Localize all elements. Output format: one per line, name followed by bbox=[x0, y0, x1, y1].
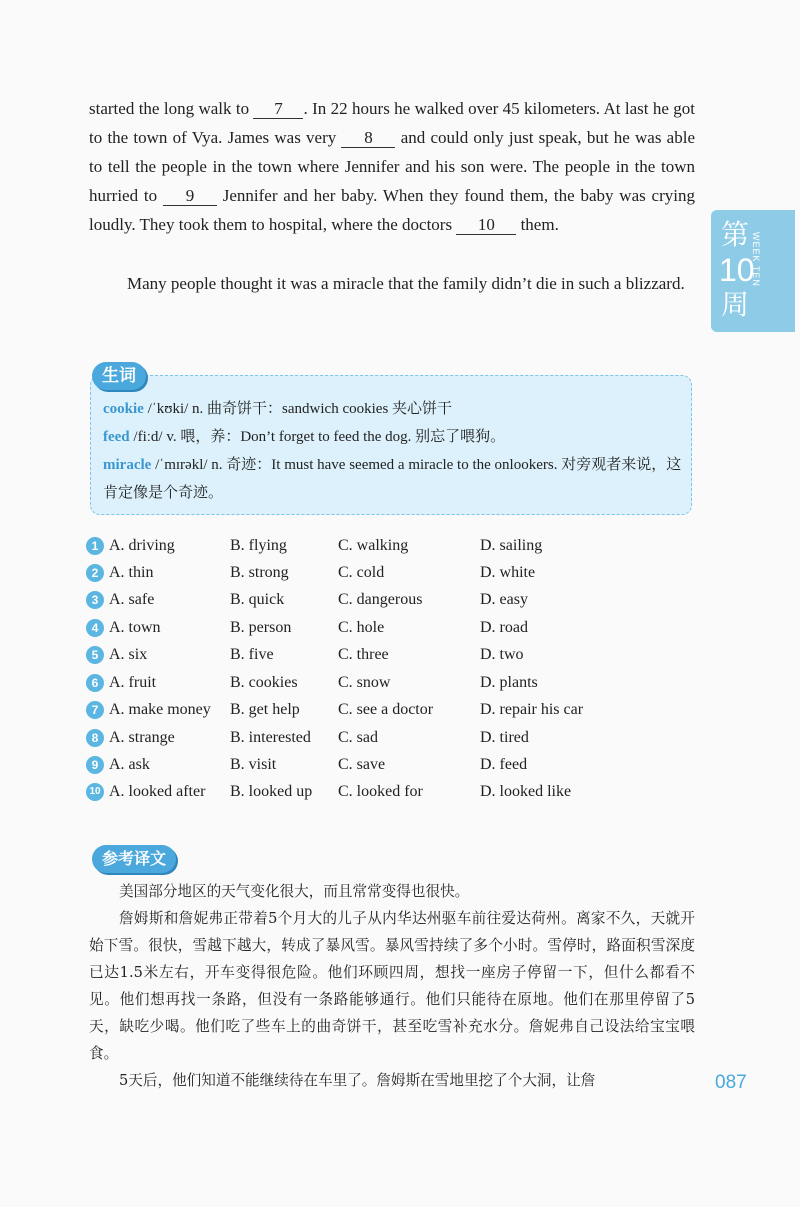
translation-paragraph-2: 詹姆斯和詹妮弗正带着5个月大的儿子从内华达州驱车前往爱达荷州。离家不久，天就开始下雪。很快，雪越下越大，转成了暴风雪。暴风雪持续了多个小时。雪停时，路面积雪深度已达1.5米左右，开车变得很危险。他们环顾四周，想找一座房子停留一下，但什么都看不见。他们想再找一条路，但没有一条路能够通行。他们只能待在原地。他们在那里停留了5天，缺吃少喝。他们吃了些车上的曲奇饼干，甚至吃雪补充水分。詹妮弗自己设法给宝宝喂食。 bbox=[89, 910, 695, 1062]
passage-paragraph bbox=[89, 94, 695, 239]
vocabulary-badge: 生词 bbox=[92, 362, 146, 390]
option-b: B. person bbox=[230, 619, 292, 636]
option-b: B. visit bbox=[230, 756, 277, 773]
question-number-badge: 7 bbox=[86, 701, 104, 719]
vocab-entry-feed: feed /fiːd/ v. 喂，养：Don’t forget to feed the dog. 别忘了喂狗。 bbox=[103, 429, 506, 445]
option-d: D. looked like bbox=[480, 783, 572, 800]
option-c: C. snow bbox=[338, 674, 391, 691]
option-c: C. hole bbox=[338, 619, 385, 636]
option-a: A. six bbox=[109, 646, 148, 663]
option-d: D. two bbox=[480, 646, 524, 663]
option-c: C. save bbox=[338, 756, 386, 773]
option-c: C. sad bbox=[338, 729, 378, 746]
blank-10: 10 bbox=[456, 216, 516, 235]
option-a: A. town bbox=[109, 619, 161, 636]
question-number-badge: 5 bbox=[86, 646, 104, 664]
blank-9: 9 bbox=[163, 187, 217, 206]
vocab-word: feed bbox=[103, 429, 130, 445]
passage-text: . In 22 hours he walked over 45 kilometers. At last he got to the town of Vya. James was very bbox=[89, 99, 696, 147]
passage-text: started the long walk to bbox=[89, 99, 250, 118]
option-c: C. dangerous bbox=[338, 591, 423, 608]
option-d: D. plants bbox=[480, 674, 538, 691]
option-d: D. easy bbox=[480, 591, 528, 608]
question-number-badge: 9 bbox=[86, 756, 104, 774]
blank-7: 7 bbox=[253, 100, 303, 119]
option-a: A. strange bbox=[109, 729, 175, 746]
option-a: A. driving bbox=[109, 537, 175, 554]
option-b: B. interested bbox=[230, 729, 311, 746]
option-c: C. walking bbox=[338, 537, 409, 554]
option-d: D. tired bbox=[480, 729, 529, 746]
option-c: C. looked for bbox=[338, 783, 423, 800]
vocab-word: miracle bbox=[103, 457, 152, 473]
option-c: C. cold bbox=[338, 564, 385, 581]
week-english-label: WEEK TEN bbox=[751, 232, 761, 287]
option-d: D. repair his car bbox=[480, 701, 584, 718]
option-b: B. cookies bbox=[230, 674, 298, 691]
blank-8: 8 bbox=[341, 129, 395, 148]
option-a: A. looked after bbox=[109, 783, 206, 800]
question-number-badge: 1 bbox=[86, 537, 104, 555]
question-number-badge: 6 bbox=[86, 674, 104, 692]
vocab-entry-cookie: cookie /ˈkʊki/ n. 曲奇饼干：sandwich cookies 夹心饼干 bbox=[103, 401, 453, 417]
question-number-badge: 4 bbox=[86, 619, 104, 637]
option-b: B. five bbox=[230, 646, 274, 663]
vocab-word: cookie bbox=[103, 401, 144, 417]
option-a: A. ask bbox=[109, 756, 150, 773]
option-c: C. see a doctor bbox=[338, 701, 434, 718]
week-di: 第 bbox=[721, 218, 750, 251]
question-number-badge: 10 bbox=[86, 783, 104, 801]
passage-paragraph-2: Many people thought it was a miracle that the family didn’t die in such a blizzard. bbox=[127, 274, 685, 293]
vocab-entry-miracle: miracle /ˈmɪrəkl/ n. 奇迹：It must have seemed a miracle to the onlookers. 对旁观者来说，这肯定像是个奇迹。 bbox=[103, 457, 682, 501]
question-number-badge: 2 bbox=[86, 564, 104, 582]
option-a: A. fruit bbox=[109, 674, 157, 691]
option-d: D. white bbox=[480, 564, 536, 581]
week-tab bbox=[711, 210, 795, 332]
option-d: D. road bbox=[480, 619, 528, 636]
translation-badge: 参考译文 bbox=[92, 845, 176, 873]
option-d: D. feed bbox=[480, 756, 528, 773]
passage-text: Jennifer and her baby. When they found them, the baby was crying loudly. They took them to hospital, where the doctors bbox=[89, 186, 695, 234]
passage-text: and could only just speak, but he was able to tell the people in the town where Jennifer and his son were. The people in the town hurried to bbox=[89, 128, 695, 205]
option-a: A. make money bbox=[109, 701, 211, 718]
week-number: 10 bbox=[719, 252, 755, 288]
page-number: 087 bbox=[715, 1072, 747, 1093]
option-b: B. strong bbox=[230, 564, 289, 581]
translation-paragraph-3: 5天后，他们知道不能继续待在车里了。詹姆斯在雪地里挖了个大洞，让詹 bbox=[119, 1072, 596, 1089]
option-d: D. sailing bbox=[480, 537, 543, 554]
question-number-badge: 3 bbox=[86, 591, 104, 609]
week-zhou: 周 bbox=[721, 288, 750, 321]
translation-paragraph-1: 美国部分地区的天气变化很大，而且常常变得也很快。 bbox=[119, 883, 470, 900]
option-b: B. quick bbox=[230, 591, 285, 608]
passage-text: them. bbox=[520, 215, 559, 234]
option-c: C. three bbox=[338, 646, 389, 663]
option-a: A. safe bbox=[109, 591, 155, 608]
option-b: B. get help bbox=[230, 701, 300, 718]
option-b: B. looked up bbox=[230, 783, 313, 800]
option-b: B. flying bbox=[230, 537, 287, 554]
question-number-badge: 8 bbox=[86, 729, 104, 747]
option-a: A. thin bbox=[109, 564, 154, 581]
